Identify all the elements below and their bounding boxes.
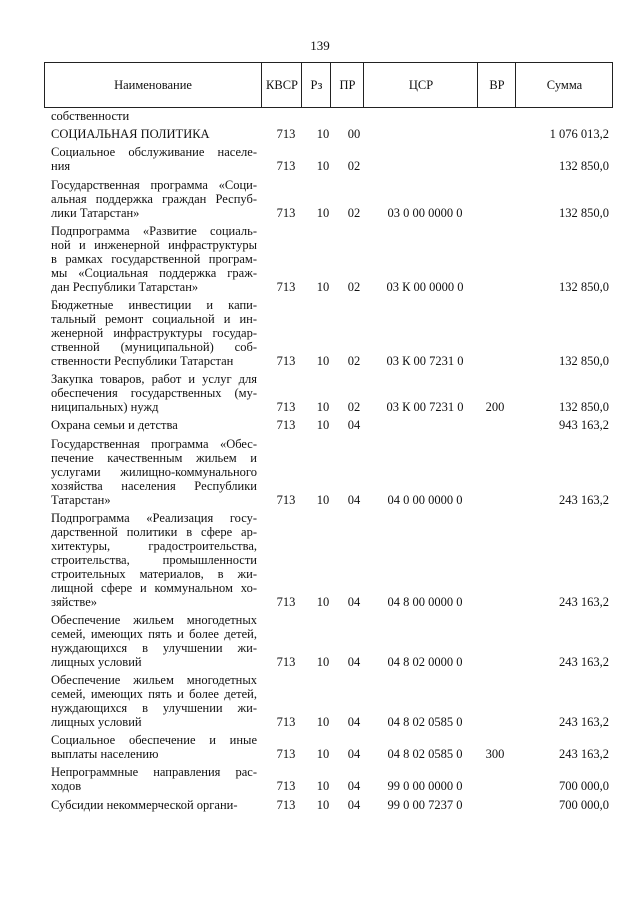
row-name-line: ственности Республики Татарстан — [51, 353, 234, 368]
row-name — [51, 418, 257, 432]
cell-pr: 02 — [347, 159, 361, 174]
page-number: 139 — [310, 38, 330, 53]
cell-sum: 1 076 013,2 — [549, 127, 609, 142]
column-header-sum: Сумма — [515, 63, 613, 107]
row-name-line: семей, имеющих пять и более детей, — [51, 626, 257, 641]
row-name-line: Социальное обеспечение и иные — [51, 733, 257, 748]
cell-kvsr: 713 — [276, 747, 296, 762]
cell-kvsr: 713 — [276, 159, 296, 174]
row-name-line: мы «Социальная поддержка граж- — [51, 265, 257, 280]
row-name-line: лищной сфере и коммунальном хо- — [51, 580, 257, 595]
row-name-line: тальный ремонт социальной и ин- — [51, 311, 257, 326]
table-row — [0, 798, 640, 812]
row-name-line: ниципальных) нужд — [51, 400, 159, 415]
table-row — [0, 224, 640, 294]
row-name-line: дан Республики Татарстан» — [51, 279, 199, 294]
column-header-name: Наименование — [114, 78, 192, 92]
row-name-line: ственной (муниципальной) соб- — [51, 339, 257, 354]
row-name-line: СОЦИАЛЬНАЯ ПОЛИТИКА — [51, 127, 210, 142]
table-row — [0, 418, 640, 432]
cell-pr: 04 — [347, 492, 361, 507]
row-name-line: собственности — [51, 109, 130, 123]
row-name — [51, 109, 257, 123]
cell-rz: 10 — [316, 747, 330, 762]
row-name-line: хозяйства населения Республики — [51, 478, 257, 493]
cell-vr: 200 — [485, 400, 505, 415]
row-name-line: строительства, промышленности — [51, 552, 257, 567]
column-header-rz: Рз — [301, 63, 331, 107]
table-row — [0, 145, 640, 173]
row-name-line: выплаты населению — [51, 747, 159, 762]
column-header-pr: ПР — [330, 63, 364, 107]
cell-rz: 10 — [316, 594, 330, 609]
row-name — [51, 437, 257, 507]
cell-pr: 00 — [347, 127, 361, 142]
row-name-line: ния — [51, 159, 71, 174]
row-name — [51, 127, 257, 141]
row-name-line: нуждающихся в улучшении жи- — [51, 701, 257, 716]
cell-csr: 03 К 00 7231 0 — [386, 353, 464, 368]
cell-rz: 10 — [316, 797, 330, 812]
column-header-vr: ВР — [477, 63, 516, 107]
table-row — [0, 109, 640, 123]
cell-csr: 04 8 00 0000 0 — [387, 594, 463, 609]
row-name-line: женерной инфраструктуры государ- — [51, 325, 257, 340]
row-name — [51, 224, 257, 294]
row-name-line: Подпрограмма «Реализация госу- — [51, 510, 257, 525]
cell-sum: 132 850,0 — [559, 353, 609, 368]
cell-pr: 04 — [347, 779, 361, 794]
table-row — [0, 127, 640, 141]
row-name-line: Закупка товаров, работ и услуг для — [51, 372, 257, 387]
table-row — [0, 372, 640, 414]
row-name-line: дарственной политики в сфере ар- — [51, 524, 257, 539]
row-name-line: альная поддержка граждан Респуб- — [51, 191, 257, 206]
row-name-line: Государственная программа «Обес- — [51, 436, 257, 451]
cell-csr: 99 0 00 0000 0 — [387, 779, 463, 794]
row-name-line: Обеспечение жильем многодетных — [51, 612, 257, 627]
row-name-line: Непрограммные направления рас- — [51, 765, 257, 780]
cell-csr: 03 К 00 7231 0 — [386, 400, 464, 415]
cell-csr: 04 0 00 0000 0 — [387, 492, 463, 507]
cell-sum: 243 163,2 — [559, 492, 609, 507]
cell-kvsr: 713 — [276, 353, 296, 368]
row-name-line: зяйстве» — [51, 594, 98, 609]
cell-pr: 02 — [347, 279, 361, 294]
row-name — [51, 613, 257, 669]
table-row — [0, 511, 640, 609]
cell-kvsr: 713 — [276, 492, 296, 507]
table-row — [0, 613, 640, 669]
table-header — [44, 62, 613, 108]
row-name — [51, 145, 257, 173]
cell-kvsr: 713 — [276, 654, 296, 669]
row-name-line: лищных условий — [51, 715, 142, 730]
cell-rz: 10 — [316, 279, 330, 294]
cell-csr: 04 8 02 0585 0 — [387, 747, 463, 762]
cell-sum: 132 850,0 — [559, 205, 609, 220]
cell-pr: 04 — [347, 747, 361, 762]
column-header-csr: ЦСР — [363, 63, 478, 107]
cell-csr: 04 8 02 0585 0 — [387, 715, 463, 730]
cell-sum: 243 163,2 — [559, 715, 609, 730]
cell-rz: 10 — [316, 127, 330, 142]
row-name — [51, 798, 257, 812]
cell-vr: 300 — [485, 747, 505, 762]
row-name-line: печение качественным жильем и — [51, 450, 257, 465]
table-row — [0, 765, 640, 793]
cell-pr: 04 — [347, 797, 361, 812]
cell-csr: 03 К 00 0000 0 — [386, 279, 464, 294]
cell-sum: 943 163,2 — [559, 418, 609, 433]
row-name-line: Татарстан» — [51, 492, 111, 507]
row-name-line: Социальное обслуживание населе- — [51, 145, 257, 160]
cell-sum: 700 000,0 — [559, 797, 609, 812]
cell-kvsr: 713 — [276, 797, 296, 812]
cell-sum: 132 850,0 — [559, 159, 609, 174]
cell-kvsr: 713 — [276, 779, 296, 794]
row-name-line: ной и инженерной инфраструктуры — [51, 237, 257, 252]
table-row — [0, 733, 640, 761]
row-name-line: строительных материалов, в жи- — [51, 566, 257, 581]
cell-csr: 99 0 00 7237 0 — [387, 797, 463, 812]
row-name — [51, 733, 257, 761]
cell-rz: 10 — [316, 779, 330, 794]
cell-csr: 03 0 00 0000 0 — [387, 205, 463, 220]
table-body — [0, 109, 640, 816]
row-name-line: Подпрограмма «Развитие социаль- — [51, 223, 257, 238]
row-name-line: хитектуры, градостроительства, — [51, 538, 257, 553]
cell-kvsr: 713 — [276, 418, 296, 433]
row-name-line: Субсидии некоммерческой органи- — [51, 797, 238, 812]
cell-pr: 02 — [347, 400, 361, 415]
cell-sum: 132 850,0 — [559, 400, 609, 415]
cell-pr: 04 — [347, 594, 361, 609]
cell-sum: 243 163,2 — [559, 654, 609, 669]
cell-pr: 04 — [347, 418, 361, 433]
cell-sum: 132 850,0 — [559, 279, 609, 294]
row-name-line: в рамках государственной програм- — [51, 251, 257, 266]
row-name — [51, 298, 257, 368]
row-name-line: услугами жилищно-коммунального — [51, 464, 257, 479]
row-name — [51, 372, 257, 414]
cell-rz: 10 — [316, 400, 330, 415]
cell-rz: 10 — [316, 654, 330, 669]
cell-rz: 10 — [316, 418, 330, 433]
row-name-line: ходов — [51, 779, 82, 794]
cell-sum: 700 000,0 — [559, 779, 609, 794]
cell-sum: 243 163,2 — [559, 747, 609, 762]
cell-pr: 04 — [347, 654, 361, 669]
cell-rz: 10 — [316, 353, 330, 368]
cell-csr: 04 8 02 0000 0 — [387, 654, 463, 669]
row-name — [51, 178, 257, 220]
column-header-kvsr: КВСР — [261, 63, 302, 107]
cell-pr: 02 — [347, 205, 361, 220]
row-name — [51, 765, 257, 793]
cell-kvsr: 713 — [276, 127, 296, 142]
row-name-line: Охрана семьи и детства — [51, 418, 178, 433]
row-name — [51, 511, 257, 609]
row-name-line: обеспечения государственных (му- — [51, 386, 257, 401]
row-name — [51, 673, 257, 729]
cell-kvsr: 713 — [276, 715, 296, 730]
cell-kvsr: 713 — [276, 594, 296, 609]
row-name-line: Государственная программа «Соци- — [51, 177, 257, 192]
cell-sum: 243 163,2 — [559, 594, 609, 609]
table-row — [0, 298, 640, 368]
row-name-line: лики Татарстан» — [51, 205, 140, 220]
row-name-line: нуждающихся в улучшении жи- — [51, 640, 257, 655]
cell-kvsr: 713 — [276, 279, 296, 294]
cell-rz: 10 — [316, 205, 330, 220]
row-name-line: Обеспечение жильем многодетных — [51, 673, 257, 688]
cell-kvsr: 713 — [276, 205, 296, 220]
cell-kvsr: 713 — [276, 400, 296, 415]
row-name-line: семей, имеющих пять и более детей, — [51, 687, 257, 702]
cell-pr: 02 — [347, 353, 361, 368]
cell-rz: 10 — [316, 492, 330, 507]
row-name-line: Бюджетные инвестиции и капи- — [51, 297, 257, 312]
table-row — [0, 437, 640, 507]
cell-rz: 10 — [316, 715, 330, 730]
cell-pr: 04 — [347, 715, 361, 730]
cell-rz: 10 — [316, 159, 330, 174]
table-row — [0, 178, 640, 220]
row-name-line: лищных условий — [51, 654, 142, 669]
table-row — [0, 673, 640, 729]
